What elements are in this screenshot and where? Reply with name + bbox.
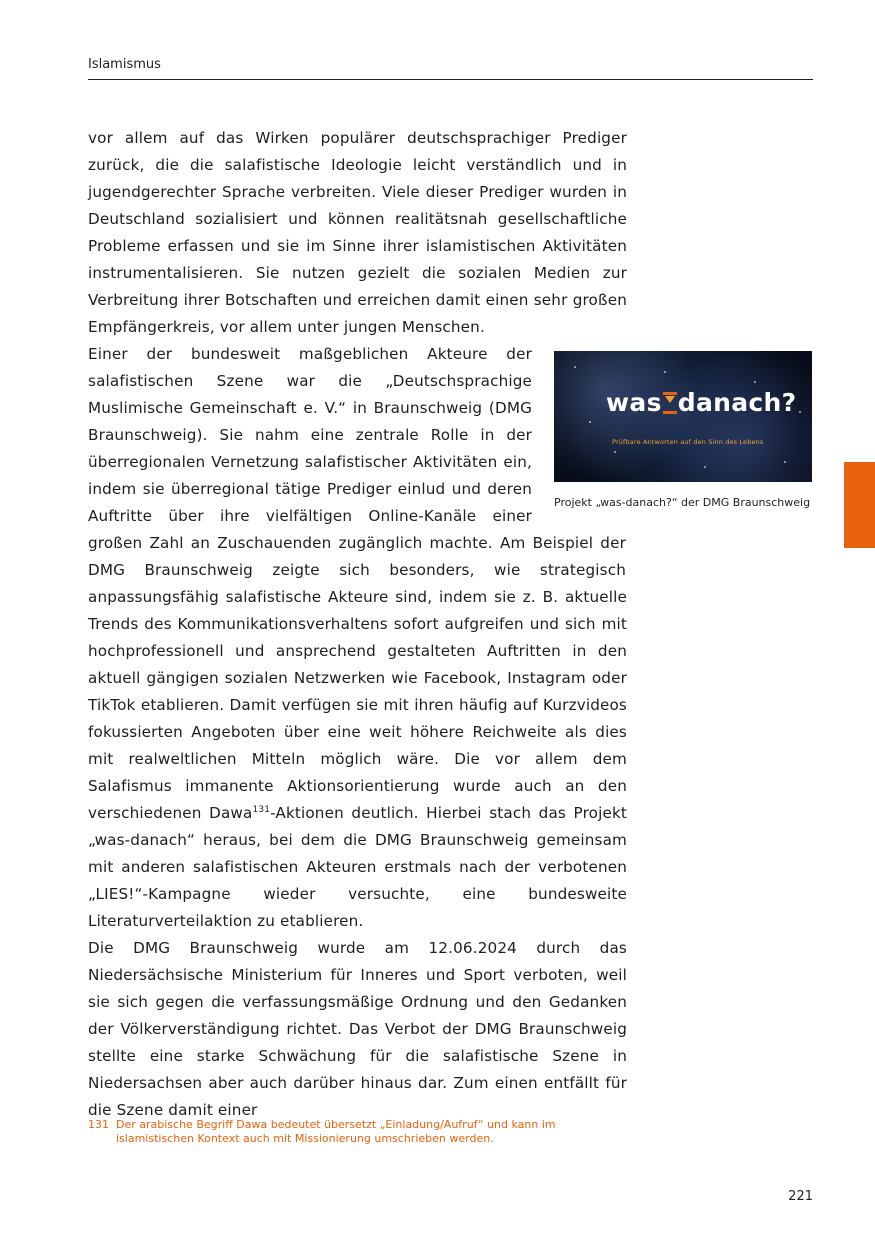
figure-caption: Projekt „was-danach?“ der DMG Braunschweig [554,496,811,509]
footnote-number: 131 [88,1118,109,1131]
chapter-tab-marker [844,462,875,548]
figure-image [554,351,812,482]
paragraph-2-text-a: Einer der bundesweit maßgeblichen Akteure der salafistischen Szene war die „Deutschsprachige Muslimische Gemeinschaft e. V.“ in Braunschweig (DMG Braunschweig). Sie nahm eine zentrale Rolle in der überregionalen Vernetzung salafistischer Aktivitäten ein, indem sie überregional tätige Prediger einlud und deren Auftritte über ihre vielfältigen Online-Kanäle einer großen Zahl an Zuschauenden zugänglich machte. Am Beispiel der DMG Braunschweig zeigte sich besonders, wie strategisch anpassungsfähig salafistische Akteure sind, indem sie z. B. aktuelle Trends des Kommunikationsverhaltens sofort aufgreifen und sich mit hochprofessionell und ansprechend gestalteten Auftritten in den aktuell gängigen sozialen Netzwerken wie Facebook, Instagram oder TikTok etablieren. Damit verfügen sie mit ihren häufig auf Kurzvideos fokussierten Angeboten über eine weit höhere Reichweite als dies mit realweltlichen Mitteln möglich wäre. Die vor allem dem Salafismus immanente Aktionsorientierung wurde auch an den verschiedenen Dawa [88,345,627,822]
figure-tagline: Prüfbare Antworten auf den Sinn des Lebens [612,438,764,446]
main-text-column [88,125,811,1124]
running-title: Islamismus [88,57,161,72]
paragraph-2-text-b: -Aktionen deutlich. Hierbei stach das Projekt „was-danach“ heraus, bei dem die DMG Braunschweig gemeinsam mit anderen salafistischen Akteuren erstmals nach der verbotenen „LIES!“-Kampagne wieder versuchte, eine bundesweite Literaturverteilaktion zu etablieren. [88,804,628,930]
paragraph-2 [88,341,811,935]
figure [554,351,812,510]
hourglass-icon [663,392,677,414]
paragraph-1: vor allem auf das Wirken populärer deutschsprachiger Prediger zurück, die die salafistische Ideologie leicht verständlich und in jugendgerechter Sprache verbreiten. Viele dieser Prediger wurden in Deutschland sozialisiert und können realitätsnah gesellschaftliche Probleme erfassen und sie im Sinne ihrer islamistischen Aktivitäten instrumentalisieren. Sie nutzen gezielt die sozialen Medien zur Verbreitung ihrer Botschaften und erreichen damit einen sehr großen Empfängerkreis, vor allem unter jungen Menschen. [88,129,627,336]
figure-logo: was danach? [606,388,797,417]
footnote-reference[interactable]: 131 [252,804,271,815]
footnote-text: Der arabische Begriff Dawa bedeutet übersetzt „Einladung/Aufruf“ und kann im islamistischen Kontext auch mit Missionierung umschrieben werden. [116,1118,556,1145]
footnote [88,1118,633,1146]
page-number: 221 [788,1189,813,1204]
running-header [88,57,813,80]
paragraph-3: Die DMG Braunschweig wurde am 12.06.2024 durch das Niedersächsische Ministerium für Inneres und Sport verboten, weil sie sich gegen die verfassungsmäßige Ordnung und den Gedanken der Völkerverständigung richtet. Das Verbot der DMG Braunschweig stellte eine starke Schwächung für die salafistische Szene in Niedersachsen aber auch darüber hinaus dar. Zum einen entfällt für die Szene damit einer [88,939,627,1119]
